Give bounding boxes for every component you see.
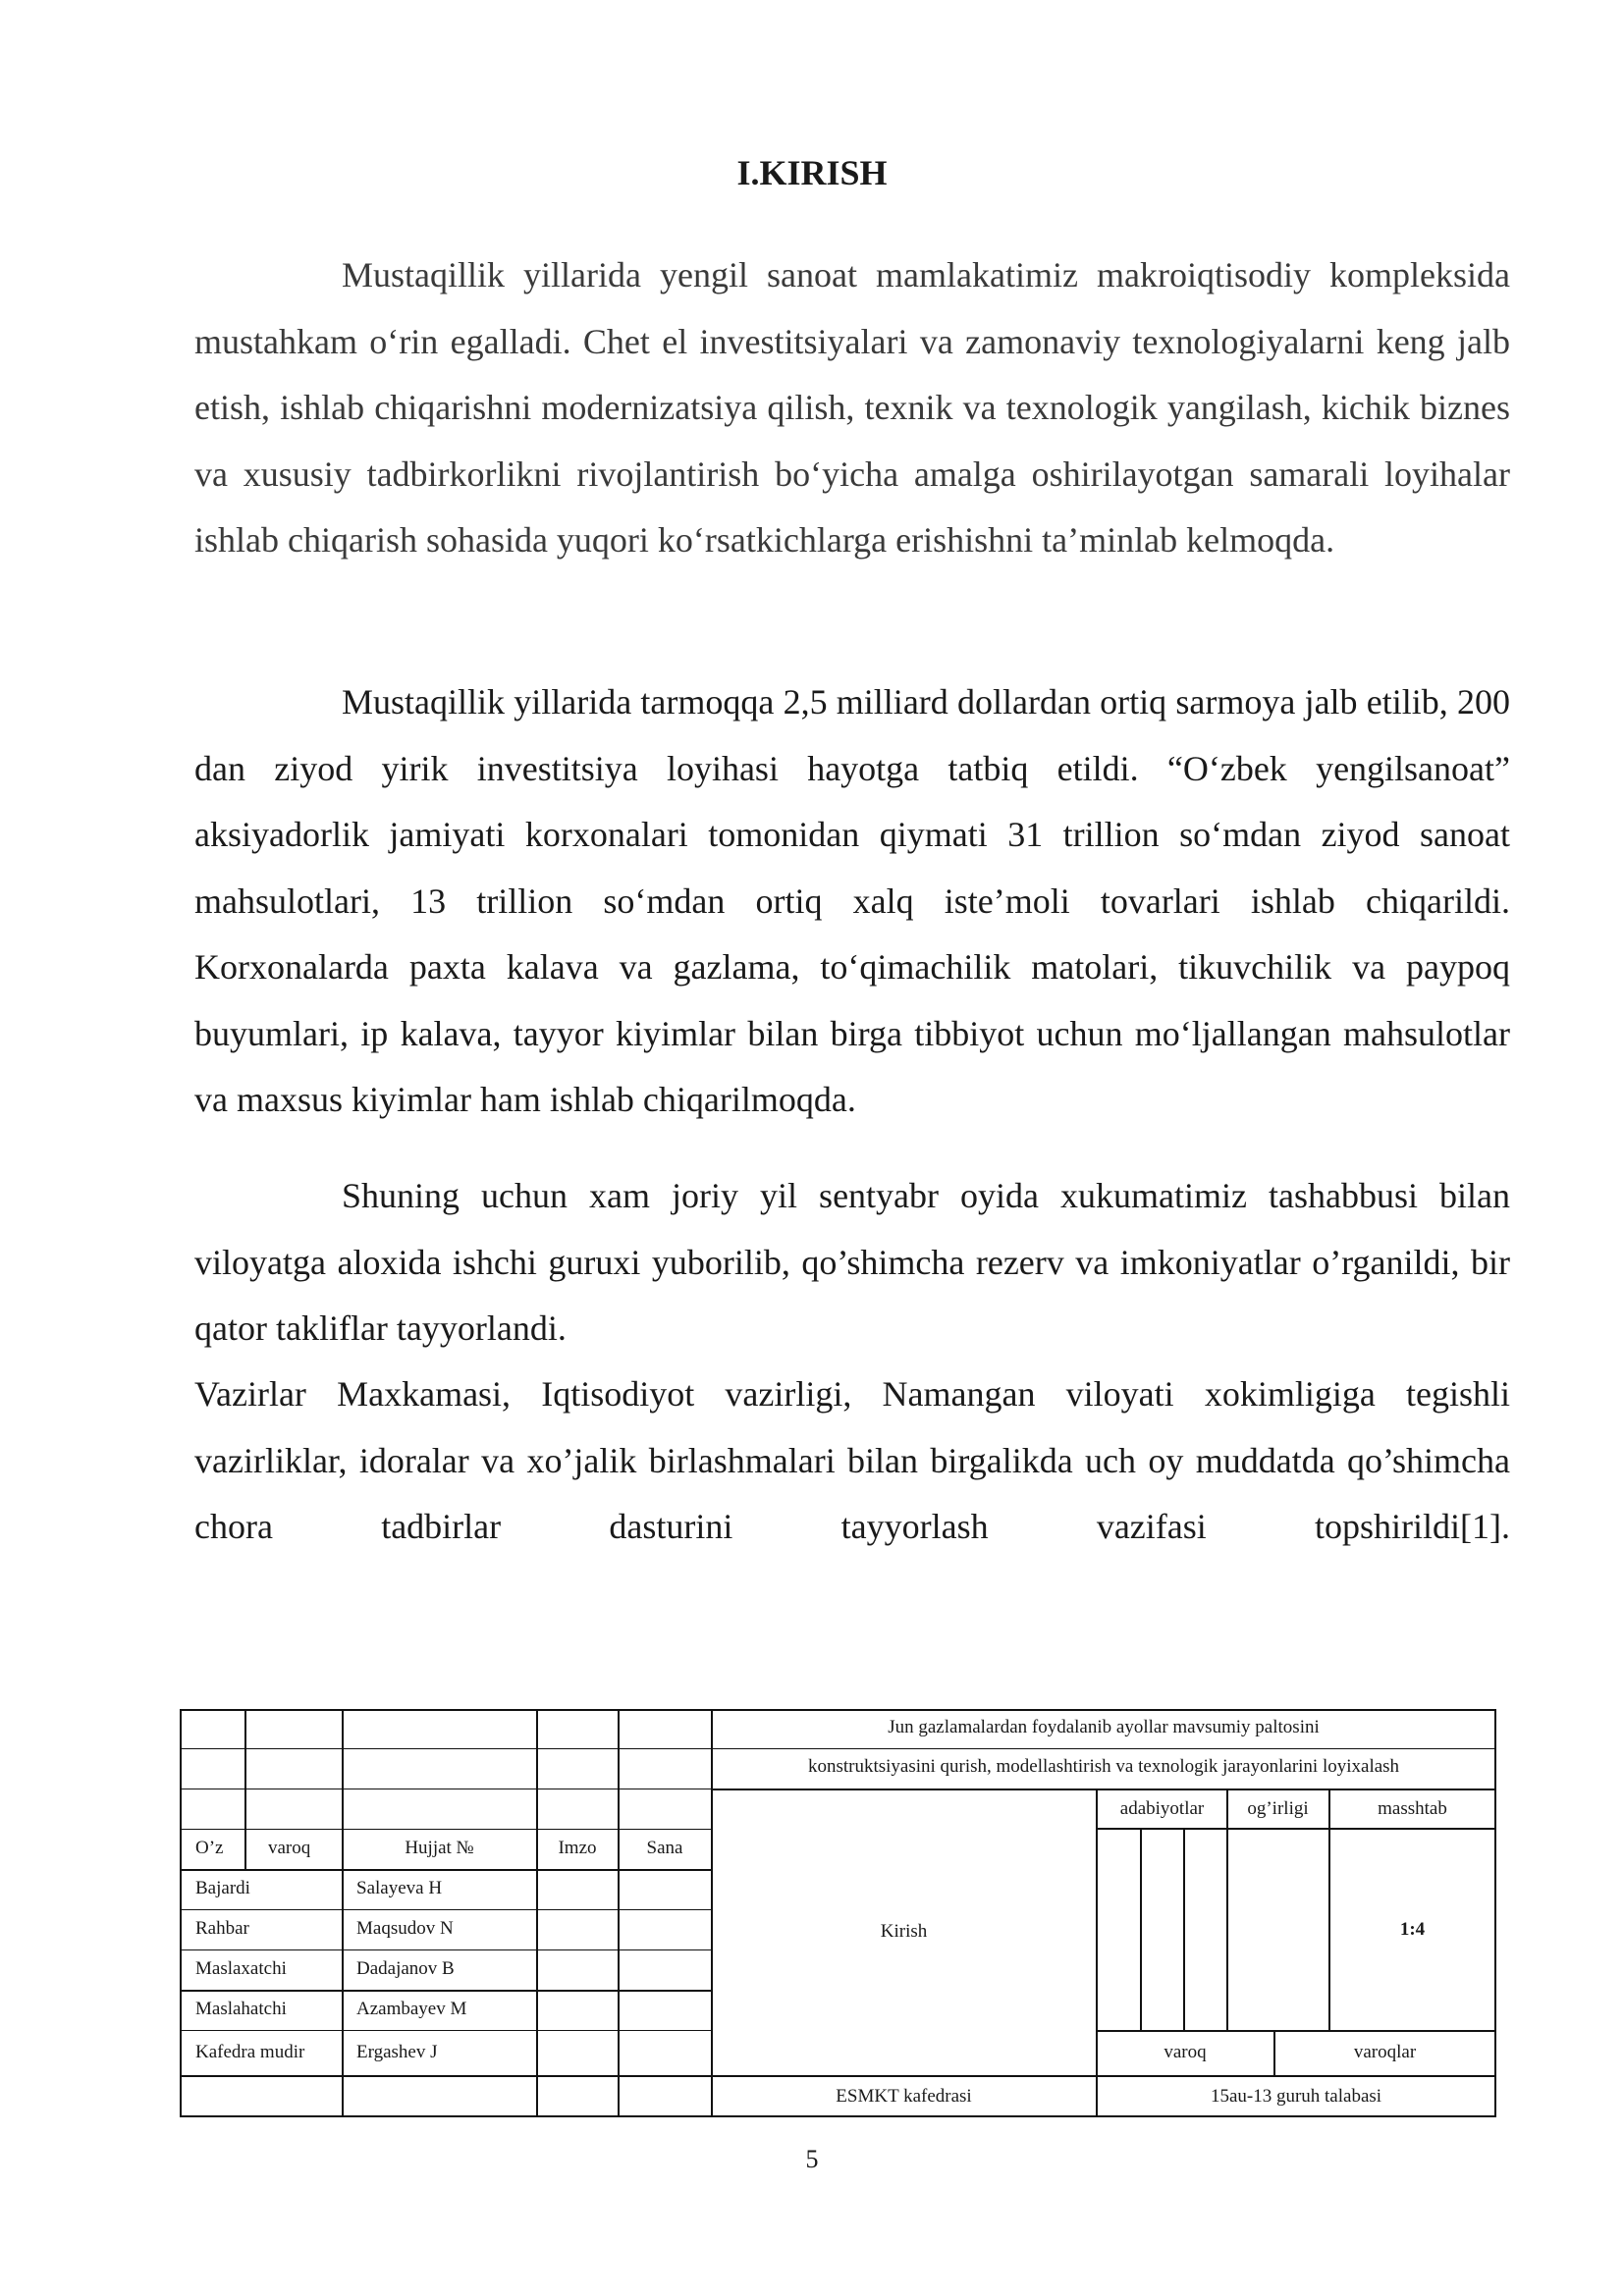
role-name: Ergashev J bbox=[356, 2042, 438, 2062]
stamp-grid-line bbox=[712, 2075, 1495, 2077]
stamp-grid-line bbox=[1328, 1789, 1330, 2031]
stamp-grid-line bbox=[1097, 2030, 1495, 2032]
section-name: Kirish bbox=[880, 1921, 928, 1942]
stamp-grid-line bbox=[712, 1789, 1495, 1790]
stamp-grid-line bbox=[244, 1709, 246, 1870]
role-label: Kafedra mudir bbox=[195, 2042, 305, 2062]
section-heading: I.KIRISH bbox=[736, 153, 888, 192]
col-sana-label: Sana bbox=[646, 1838, 683, 1858]
project-title-line-1: Jun gazlamalardan foydalanib ayollar mavsumiy paltosini bbox=[888, 1717, 1320, 1737]
role-label: Maslahatchi bbox=[195, 1999, 287, 2019]
page-number: 5 bbox=[805, 2145, 819, 2173]
department-label: ESMKT kafedrasi bbox=[836, 2086, 972, 2107]
stamp-grid-line bbox=[1140, 1828, 1142, 2031]
paragraph-1: Mustaqillik yillarida yengil sanoat mamlakatimiz makroiqtisodiy kompleksida mustahkam o‘rin egalladi. Chet el investitsiyalari va zamonaviy texnologiyalarni keng jalb etish, ishlab chiqarishni modernizatsiya qilish, texnik va texnologik yangilash, kichik biznes va xususiy tadbirkorlikni rivojlantirish bo‘yicha amalga oshirilayotgan samarali loyihalar ishlab chiqarish sohasida yuqori ko‘rsatkichlarga erishishni ta’minlab kelmoqda. bbox=[194, 255, 1510, 560]
stamp-grid-line bbox=[1226, 1789, 1228, 2031]
varoqlar-label: varoqlar bbox=[1353, 2042, 1417, 2062]
col-varoq-label: varoq bbox=[268, 1838, 311, 1858]
col-imzo-label: Imzo bbox=[558, 1838, 597, 1858]
stamp-grid-line bbox=[1183, 1828, 1185, 2031]
stamp-grid-line bbox=[180, 2075, 712, 2077]
stamp-border-top bbox=[180, 1709, 1495, 1711]
stamp-grid-line bbox=[180, 1869, 712, 1871]
masshtab-label: masshtab bbox=[1378, 1798, 1447, 1819]
stamp-border-bottom bbox=[180, 2115, 1495, 2117]
varoq-label: varoq bbox=[1164, 2042, 1207, 2062]
stamp-grid-line bbox=[712, 1748, 1495, 1749]
role-name: Maqsudov N bbox=[356, 1918, 454, 1939]
stamp-grid-line bbox=[1096, 1789, 1098, 2117]
title-block-stamp bbox=[180, 1709, 1495, 2116]
project-title-line-2: konstruktsiyasini qurish, modellashtirish va texnologik jarayonlarini loyixalash bbox=[807, 1756, 1400, 1777]
ogirligi-label: og’irligi bbox=[1247, 1798, 1309, 1819]
stamp-grid-line bbox=[1097, 1828, 1495, 1830]
stamp-grid-line bbox=[180, 1949, 712, 1950]
adabiyotlar-label: adabiyotlar bbox=[1119, 1798, 1205, 1819]
role-label: Maslaxatchi bbox=[195, 1958, 287, 1979]
stamp-grid-line bbox=[180, 1909, 712, 1910]
role-label: Rahbar bbox=[195, 1918, 249, 1939]
stamp-grid-line bbox=[536, 1709, 538, 2117]
role-label: Bajardi bbox=[195, 1878, 250, 1898]
stamp-grid-line bbox=[342, 1709, 344, 2117]
col-oz-label: O’z bbox=[195, 1838, 224, 1858]
paragraph-3: Shuning uchun xam joriy yil sentyabr oyida xukumatimiz tashabbusi bilan viloyatga aloxida ishchi guruxi yuborilib, qo’shimcha rezerv va imkoniyatlar o’rganildi, bir qator takliflar tayyorlandi. bbox=[194, 1176, 1510, 1348]
stamp-grid-line bbox=[180, 2030, 712, 2031]
col-hujjat-label: Hujjat № bbox=[405, 1838, 474, 1858]
group-label: 15au-13 guruh talabasi bbox=[1210, 2086, 1382, 2107]
role-name: Salayeva H bbox=[356, 1878, 443, 1898]
paragraph-4: Vazirlar Maxkamasi, Iqtisodiyot vazirligi, Namangan viloyati xokimligiga tegishli vazirliklar, idoralar va xo’jalik birlashmalari bilan birgalikda uch oy muddatda qo’shimcha chora tadbirlar dasturini tayyorlash vazifasi topshirildi[1]. bbox=[194, 1374, 1510, 1546]
stamp-border-left bbox=[180, 1709, 182, 2117]
role-name: Dadajanov B bbox=[356, 1958, 455, 1979]
stamp-grid-line bbox=[618, 1709, 620, 2117]
scale-value: 1:4 bbox=[1399, 1919, 1426, 1940]
paragraph-2: Mustaqillik yillarida tarmoqqa 2,5 milliard dollardan ortiq sarmoya jalb etilib, 200 dan ziyod yirik investitsiya loyihasi hayotga tatbiq etildi. “O‘zbek yengilsanoat” aksiyadorlik jamiyati korxonalari tomonidan qiymati 31 trillion so‘mdan ziyod sanoat mahsulotlari, 13 trillion so‘mdan ortiq xalq iste’moli tovarlari ishlab chiqarildi. Korxonalarda paxta kalava va gazlama, to‘qimachilik matolari, tikuvchilik va paypoq buyumlari, ip kalava, tayyor kiyimlar bilan birga tibbiyot uchun mo‘ljallangan mahsulotlar va maxsus kiyimlar ham ishlab chiqarilmoqda. bbox=[194, 682, 1510, 1119]
role-name: Azambayev M bbox=[356, 1999, 467, 2019]
stamp-grid-line bbox=[180, 1829, 712, 1830]
stamp-grid-line bbox=[180, 1990, 712, 1992]
stamp-grid-line bbox=[180, 1748, 712, 1749]
